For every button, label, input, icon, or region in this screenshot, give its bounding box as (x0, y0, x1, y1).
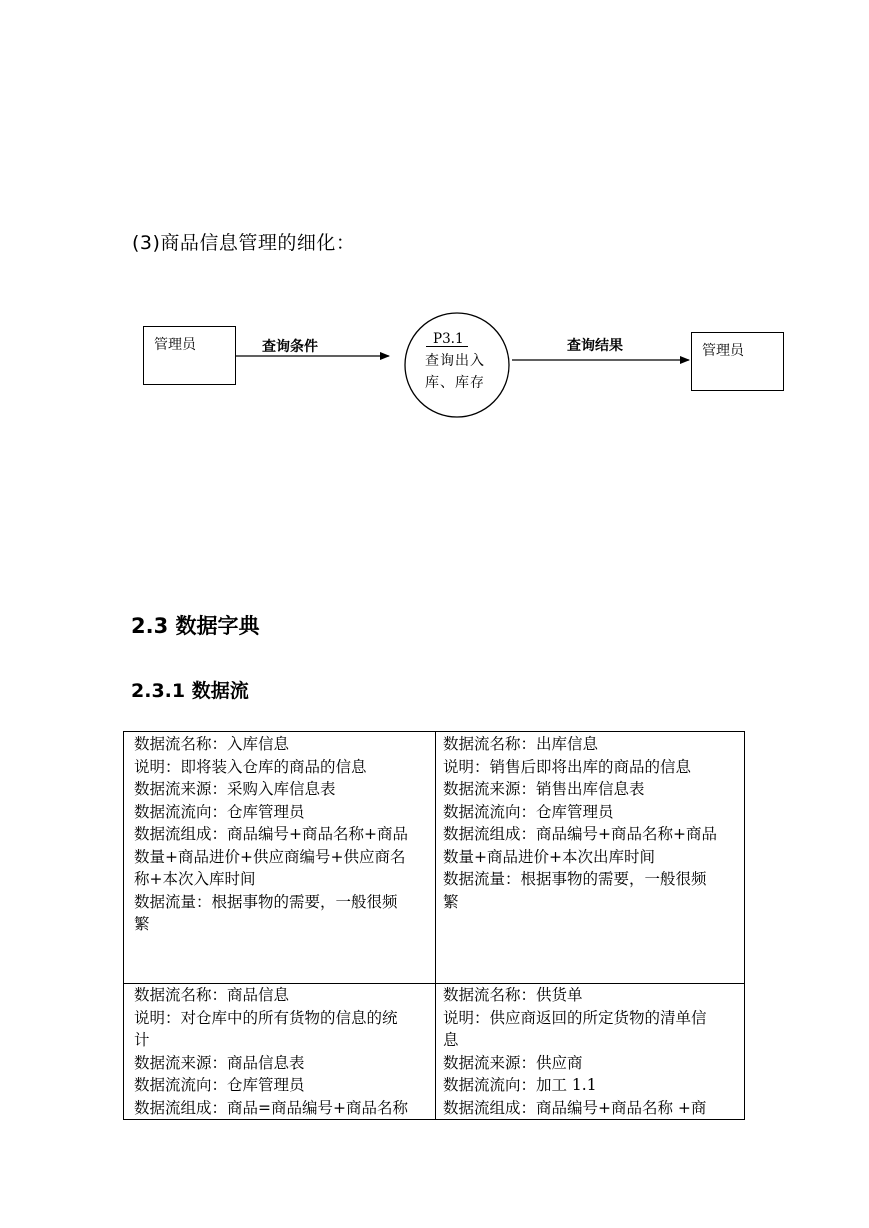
process-id: P3.1 (433, 331, 464, 347)
section-title: 2.3 数据字典 (131, 614, 260, 638)
process-name-line-1: 查询出入 (425, 353, 485, 369)
cell-line: 数据流量：根据事物的需要，一般很频 (134, 892, 398, 911)
cell-line: 数据流流向：仓库管理员 (443, 802, 614, 821)
table-cell-outbound-info (435, 732, 744, 983)
external-entity-left (143, 326, 236, 385)
cell-line: 说明：供应商返回的所定货物的清单信 (443, 1008, 707, 1027)
cell-line: 数据流组成：商品=商品编号+商品名称 (134, 1098, 408, 1117)
cell-line: 数据流名称：入库信息 (134, 735, 290, 753)
cell-line: 说明：对仓库中的所有货物的信息的统 (134, 1008, 398, 1027)
external-entity-right-label: 管理员 (702, 343, 744, 359)
subsection-title: 2.3.1 数据流 (131, 680, 249, 702)
cell-line: 息 (443, 1031, 459, 1049)
external-entity-left-label: 管理员 (154, 337, 196, 353)
cell-line: 数据流名称：出库信息 (443, 735, 599, 753)
flow-label-left: 查询条件 (262, 339, 318, 355)
table-cell-inbound-info (124, 732, 435, 983)
cell-line: 说明：即将装入仓库的商品的信息 (134, 757, 367, 776)
cell-line: 称+本次入库时间 (134, 870, 256, 888)
cell-line: 说明：销售后即将出库的商品的信息 (443, 757, 692, 776)
flow-label-right: 查询结果 (567, 338, 623, 354)
process-id-divider (426, 346, 468, 347)
cell-line: 数据流来源：商品信息表 (134, 1053, 305, 1072)
table-cell-supply-order (435, 983, 744, 1120)
data-flow-diagram (0, 0, 869, 500)
data-flow-table (123, 731, 745, 1120)
cell-line: 数据流来源：采购入库信息表 (134, 780, 336, 798)
cell-line: 数据流组成：商品编号+商品名称+商品 (443, 825, 717, 843)
cell-line: 数量+商品进价+供应商编号+供应商名 (134, 847, 406, 866)
table-cell-product-info (124, 983, 435, 1120)
cell-line: 计 (134, 1031, 150, 1049)
external-entity-right (691, 332, 784, 391)
cell-line: 数据流名称：商品信息 (134, 986, 290, 1004)
cell-line: 数据流来源：销售出库信息表 (443, 780, 645, 798)
process-name-line-2: 库、库存 (425, 375, 485, 391)
cell-line: 繁 (134, 915, 150, 933)
cell-line: 数据流流向：仓库管理员 (134, 802, 305, 821)
diagram-subheading: (3)商品信息管理的细化： (132, 232, 356, 254)
process-name (418, 350, 492, 394)
cell-line: 数量+商品进价+本次出库时间 (443, 847, 655, 866)
cell-line: 数据流组成：商品编号+商品名称+商品 (134, 825, 408, 843)
cell-line: 数据流量：根据事物的需要，一般很频 (443, 870, 707, 888)
cell-line: 数据流来源：供应商 (443, 1053, 583, 1072)
cell-line: 数据流流向：仓库管理员 (134, 1076, 305, 1094)
cell-line: 数据流流向：加工 1.1 (443, 1076, 597, 1094)
cell-line: 数据流名称：供货单 (443, 986, 583, 1004)
cell-line: 繁 (443, 892, 459, 911)
cell-line: 数据流组成：商品编号+商品名称 +商 (443, 1098, 707, 1117)
